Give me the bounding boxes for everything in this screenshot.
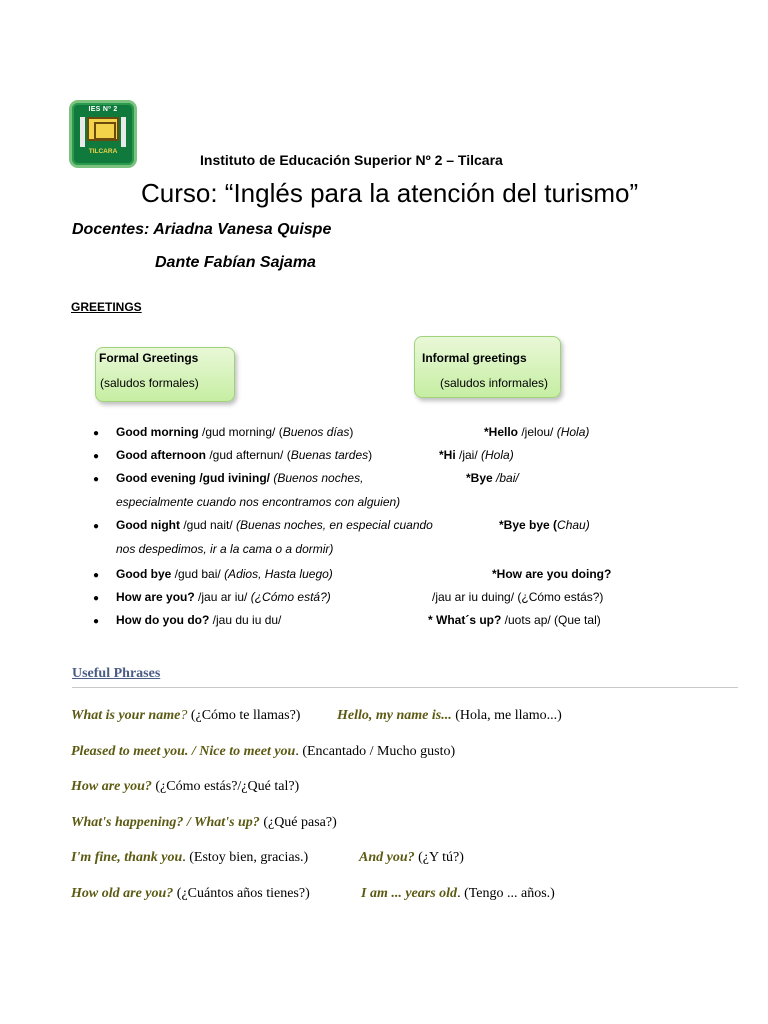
phrase-translation: (¿Y tú?): [414, 850, 464, 865]
teachers-line-1: Docentes: Ariadna Vanesa Quispe: [72, 221, 332, 238]
formal-item: [116, 613, 281, 627]
greeting-es: (Hola): [556, 425, 590, 439]
phrase-question: I am ... years old: [361, 886, 458, 901]
greeting-en: Bye bye (: [503, 518, 558, 532]
greeting-es-cont: nos despedimos, ir a la cama o a dormir): [116, 542, 334, 556]
formal-item-continuation: [116, 542, 333, 556]
formal-item-continuation: [116, 495, 400, 509]
greeting-en: Good night: [116, 518, 180, 532]
phrase-question: What is your name: [71, 708, 181, 723]
formal-box-subtitle: (saludos formales): [100, 376, 199, 390]
phrase-row: [71, 708, 300, 724]
phrase-question: And you?: [359, 850, 415, 865]
logo-book-emblem: [87, 117, 119, 141]
greeting-en: Hello: [488, 425, 519, 439]
phrase-row: [71, 815, 337, 831]
star-mark: *: [466, 471, 471, 485]
phrase-translation: (¿Cómo estás?/¿Qué tal?): [151, 779, 300, 794]
star-mark: *: [492, 567, 497, 581]
phrase-question: I'm fine, thank you: [71, 850, 183, 865]
greeting-pron: /jai/: [455, 448, 482, 462]
informal-item: [439, 448, 514, 462]
greeting-es-cont: especialmente cuando nos encontramos con alguien): [116, 495, 401, 509]
phrase-question: How old are you?: [71, 886, 174, 901]
greeting-pron: /gud bai/: [171, 567, 225, 581]
logo-pillar-left: [80, 117, 85, 147]
section-divider: [72, 687, 738, 688]
informal-item: [428, 613, 601, 627]
teachers-line-2: Dante Fabían Sajama: [155, 254, 316, 271]
phrase-question: What's happening? / What's up?: [71, 815, 260, 830]
greeting-es: (Hola): [481, 448, 514, 462]
informal-item: [499, 518, 590, 532]
greeting-en: Hi: [443, 448, 456, 462]
phrase-translation: (Encantado / Mucho gusto): [298, 744, 456, 759]
list-bullet: ●: [93, 428, 100, 439]
greeting-es: Chau): [557, 518, 590, 532]
phrase-row-secondary: [361, 886, 555, 902]
greeting-es: (Buenos noches,: [273, 471, 364, 485]
greeting-pron: /uots ap/ (Que tal): [501, 613, 601, 627]
greeting-pron: /gud afternun/ (: [206, 448, 291, 462]
greeting-en: Good morning: [116, 425, 199, 439]
greeting-pron: /jelou/: [518, 425, 557, 439]
phrase-mark: .: [295, 744, 299, 759]
list-bullet: ●: [93, 593, 100, 604]
greeting-pron: /gud nait/: [179, 518, 237, 532]
phrase-row-secondary: [359, 850, 464, 866]
greeting-pron: /gud morning/ (: [198, 425, 283, 439]
course-title: Curso: “Inglés para la atención del turismo”: [141, 178, 639, 208]
phrase-row-secondary: [337, 708, 562, 724]
greeting-en: Bye: [470, 471, 493, 485]
informal-box-title: Informal greetings: [422, 351, 527, 365]
formal-item: [116, 590, 331, 604]
formal-item: [116, 425, 353, 439]
greeting-pron: /jau ar iu duing/ (¿Cómo estás?): [432, 590, 604, 604]
list-bullet: ●: [93, 570, 100, 581]
phrase-translation: (¿Cuántos años tienes?): [173, 886, 310, 901]
formal-item: [116, 448, 372, 462]
greeting-pron: /jau du iu du/: [209, 613, 282, 627]
phrase-question: How are you?: [71, 779, 152, 794]
star-mark: *: [428, 613, 437, 627]
greetings-heading: GREETINGS: [71, 300, 142, 314]
greeting-en: What´s up?: [436, 613, 502, 627]
greeting-es: (Buenas noches, en especial cuando: [236, 518, 433, 532]
informal-item: [432, 590, 603, 604]
list-bullet: ●: [93, 616, 100, 627]
formal-item: [116, 518, 433, 532]
formal-greetings-box: [95, 347, 235, 402]
institute-logo: [72, 103, 134, 165]
greeting-es: Buenos días: [282, 425, 350, 439]
formal-item: [116, 471, 363, 485]
greeting-en: Good afternoon: [116, 448, 206, 462]
informal-item: [492, 567, 611, 581]
greeting-en: Good evening /gud ivining/: [116, 471, 270, 485]
logo-bottom-text: TILCARA: [88, 148, 118, 155]
logo-pillar-right: [121, 117, 126, 147]
phrase-translation: (Hola, me llamo...): [451, 708, 562, 723]
phrase-mark: ?: [180, 708, 188, 723]
list-bullet: ●: [93, 451, 100, 462]
greeting-en: How do you do?: [116, 613, 210, 627]
greeting-es: Buenas tardes: [290, 448, 369, 462]
logo-top-text: IES Nº 2: [88, 106, 118, 113]
greeting-pron: /jau ar iu/: [194, 590, 251, 604]
formal-box-title: Formal Greetings: [99, 351, 199, 365]
phrase-row: [71, 744, 455, 760]
phrase-row: [71, 886, 310, 902]
useful-phrases-heading: Useful Phrases: [72, 666, 161, 681]
informal-item: [484, 425, 589, 439]
phrase-translation: (¿Qué pasa?): [259, 815, 337, 830]
greeting-en: How are you?: [116, 590, 195, 604]
greeting-end: ): [349, 425, 354, 439]
greeting-es: (¿Cómo está?): [250, 590, 331, 604]
greeting-es: /bai/: [496, 471, 519, 485]
phrase-translation: (¿Cómo te llamas?): [187, 708, 301, 723]
phrase-question: Pleased to meet you. / Nice to meet you: [71, 744, 296, 759]
star-mark: *: [484, 425, 489, 439]
informal-item: [466, 471, 519, 485]
phrase-mark: .: [182, 850, 186, 865]
star-mark: *: [439, 448, 444, 462]
phrase-row: [71, 850, 308, 866]
informal-box-subtitle: (saludos informales): [440, 376, 549, 390]
phrase-translation: . (Tengo ... años.): [457, 886, 555, 901]
list-bullet: ●: [93, 474, 100, 485]
formal-item: [116, 567, 333, 581]
list-bullet: ●: [93, 521, 100, 532]
informal-greetings-box: [414, 336, 561, 398]
phrase-question: Hello, my name is...: [337, 708, 452, 723]
phrase-translation: (Estoy bien, gracias.): [185, 850, 309, 865]
institute-name: Instituto de Educación Superior Nº 2 – Tilcara: [200, 152, 503, 168]
greeting-en: Good bye: [116, 567, 172, 581]
greeting-en: How are you doing?: [496, 567, 612, 581]
greeting-es: (Adios, Hasta luego): [224, 567, 333, 581]
phrase-row: [71, 779, 299, 795]
star-mark: *: [499, 518, 504, 532]
greeting-end: ): [368, 448, 373, 462]
